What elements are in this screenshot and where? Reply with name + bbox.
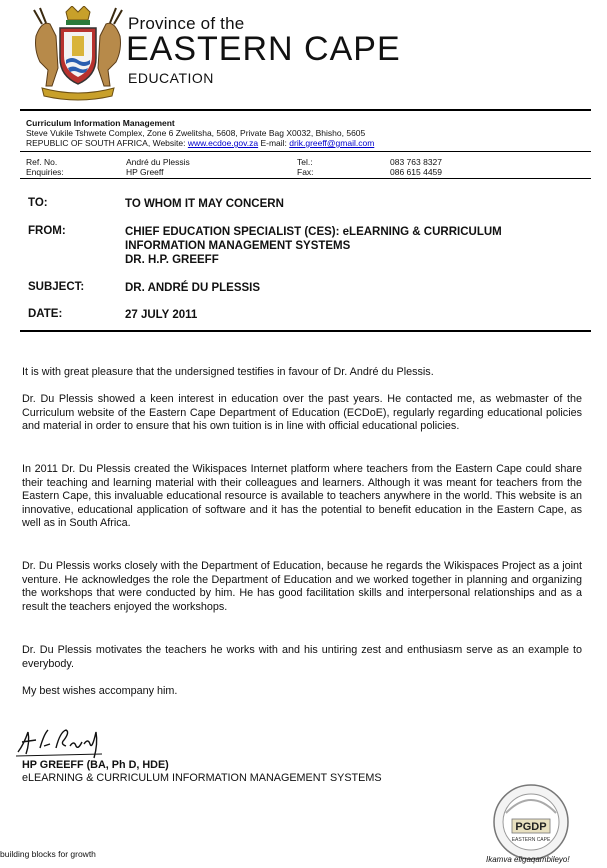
ref-label: Ref. No. — [26, 157, 58, 167]
date-label: DATE: — [28, 308, 63, 320]
from-line-3: DR. H.P. GREEFF — [125, 254, 219, 266]
address-divider — [20, 151, 591, 152]
fax-label: Fax: — [297, 167, 314, 177]
to-label: TO: — [28, 197, 48, 209]
handwritten-signature — [14, 724, 104, 760]
website-link[interactable]: www.ecdoe.gov.za — [187, 138, 259, 148]
header-divider — [20, 109, 591, 111]
subject-value: DR. ANDRÉ DU PLESSIS — [125, 282, 261, 294]
tel-label: Tel.: — [297, 157, 313, 167]
from-line-2: INFORMATION MANAGEMENT SYSTEMS — [125, 240, 351, 252]
enquiries-label: Enquiries: — [26, 167, 64, 177]
footer-tagline: building blocks for growth — [0, 849, 96, 859]
signatory-name: HP GREEFF (BA, Ph D, HDE) — [22, 759, 169, 771]
date-value: 27 JULY 2011 — [125, 309, 198, 321]
memo-divider — [20, 330, 591, 332]
paragraph-4: Dr. Du Plessis works closely with the Department of Education, because he regards the Wikispaces Project as a joint venture. He acknowledges the role the Department of Education and we worked together in planning and organizing the workshops that were conducted by him. He has good facilitation skills and interpersonal relationships and as a result the teachers enjoyed the workshops. — [22, 560, 582, 613]
subject-label: SUBJECT: — [28, 281, 85, 293]
paragraph-5: Dr. Du Plessis motivates the teachers he works with and his untiring zest and enthusiasm serve as an example to everybody. — [22, 644, 582, 670]
province-name: EASTERN CAPE — [126, 30, 401, 68]
paragraph-2: Dr. Du Plessis showed a keen interest in education over the past years. He contacted me, as webmaster of the Curriculum website of the Eastern Cape Department of Education (ECDoE), regularly regarding educational policies and material in order to ensure that his own tuition is in line with official educational policies. — [22, 393, 582, 433]
from-line-1: CHIEF EDUCATION SPECIALIST (CES): eLEARNING & CURRICULUM — [125, 226, 502, 238]
paragraph-3: In 2011 Dr. Du Plessis created the Wikispaces Internet platform where teachers from the Eastern Cape could share their teaching and learning material with their colleagues and learners. Although it was meant for teachers from the Eastern Cape, this invaluable educational resource is available to teachers anywhere in the world. This website is an innovative, educational application of software and it has the potential to benefit education in the Eastern Cape, as well as in South Africa. — [22, 463, 582, 530]
seal-text: PGDP — [515, 821, 547, 833]
province-line: Province of the — [128, 14, 245, 33]
paragraph-6: My best wishes accompany him. — [22, 685, 178, 697]
signatory-title: eLEARNING & CURRICULUM INFORMATION MANAGEMENT SYSTEMS — [22, 772, 382, 784]
email-link[interactable]: drik.greeff@gmail.com — [289, 138, 375, 148]
unit-name: Curriculum Information Management — [26, 118, 175, 128]
coat-of-arms-logo — [28, 6, 128, 102]
department-name: EDUCATION — [128, 70, 214, 86]
seal-subtext: EASTERN CAPE — [511, 837, 551, 843]
paragraph-1: It is with great pleasure that the undersigned testifies in favour of Dr. André du Plessis. — [22, 366, 434, 378]
to-value: TO WHOM IT MAY CONCERN — [125, 198, 284, 210]
email-label: E-mail: — [258, 138, 290, 148]
ref-value: André du Plessis — [126, 157, 190, 167]
from-label: FROM: — [28, 225, 66, 237]
country-label: REPUBLIC OF SOUTH AFRICA, Website: — [26, 138, 188, 148]
pgdp-seal-logo — [492, 783, 570, 861]
fax-value: 086 615 4459 — [390, 167, 442, 177]
ref-divider — [20, 178, 591, 179]
address-line: Steve Vukile Tshwete Complex, Zone 6 Zwelitsha, 5608, Private Bag X0032, Bhisho, 5605 — [26, 128, 366, 138]
contact-line — [26, 138, 374, 148]
enquiries-value: HP Greeff — [126, 167, 164, 177]
footer-motto: Ikamva eligaqambileyo! — [486, 855, 570, 864]
tel-value: 083 763 8327 — [390, 157, 442, 167]
